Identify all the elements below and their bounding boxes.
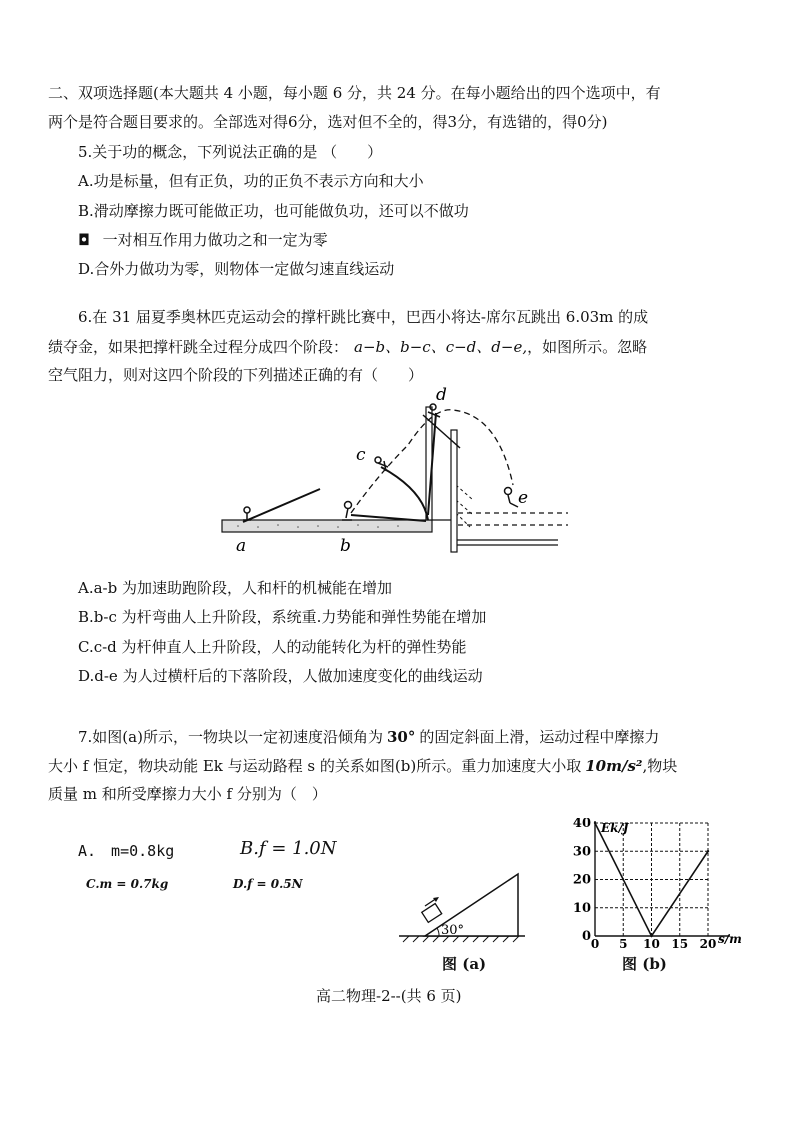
x-tick-label-10: 10 <box>643 937 660 951</box>
chart-ylabel: Ek/J <box>601 821 629 835</box>
q5-option-d: D.合外力做功为零，则物体一定做匀速直线运动 <box>78 260 395 278</box>
q6-option-d: D.d-e 为人过横杆后的下落阶段，人做加速度变化的曲线运动 <box>78 667 483 685</box>
pole-a <box>243 489 320 522</box>
pole-vault-figure <box>218 385 578 560</box>
athlete-c <box>375 457 388 471</box>
q7-stem-line1 <box>78 726 659 748</box>
x-tick-label-15: 15 <box>671 937 689 951</box>
q7-stem-line2 <box>48 755 677 777</box>
q7-g: 10m/s² <box>585 757 643 775</box>
incline-figure <box>395 868 530 943</box>
page-footer: 高二物理-2--(共 6 页) <box>316 987 462 1005</box>
section-header-line1: 二、双项选择题(本大题共 4 小题，每小题 6 分，共 24 分。在每小题给出的四个选项中，有 <box>48 84 661 102</box>
incline <box>425 874 518 936</box>
block <box>422 904 442 923</box>
upright-right <box>451 430 457 552</box>
data-point-0-2 <box>707 850 709 852</box>
ek-chart <box>560 818 745 953</box>
q7-line2-post: ,物块 <box>642 757 678 775</box>
q5-option-b: B.滑动摩擦力既可能做正功，也可能做负功，还可以不做功 <box>78 202 469 220</box>
y-tick-label-10: 10 <box>572 900 591 916</box>
q5-stem: 5.关于功的概念，下列说法正确的是 （ ） <box>78 143 383 161</box>
q7-line1-pre: 7.如图(a)所示，一物块以一定初速度沿倾角为 <box>78 728 383 746</box>
fig-b-caption: 图 (b) <box>622 955 667 973</box>
q6-option-b: B.b-c 为杆弯曲人上升阶段，系统重.力势能和弹性势能在增加 <box>78 608 487 626</box>
q6-stem-line1: 6.在 31 届夏季奥林匹克运动会的撑杆跳比赛中，巴西小将达-席尔瓦跳出 6.03m 的成 <box>78 308 649 326</box>
q6-stem-line2-end: ，如图所示。忽略 <box>527 338 648 356</box>
q6-option-c: C.c-d 为杆伸直人上升阶段，人的动能转化为杆的弹性势能 <box>78 638 467 656</box>
fig-a-caption: 图 (a) <box>442 955 487 973</box>
athlete-b <box>342 502 352 521</box>
q6-stem-line2-text: 绩夺金，如果把撑杆跳全过程分成四个阶段： <box>48 338 349 356</box>
q7-line2-pre: 大小 f 恒定，物块动能 Ek 与运动路程 s 的关系如图(b)所示。重力加速度大小取 <box>48 757 582 775</box>
label-a: a <box>236 536 247 556</box>
y-tick-label-30: 30 <box>572 844 591 860</box>
label-e: e <box>518 488 529 508</box>
label-c: c <box>356 445 366 465</box>
q7-line1-post: 的固定斜面上滑，运动过程中摩擦力 <box>419 728 660 746</box>
data-point-0-0 <box>594 822 596 824</box>
q6-stem-line3: 空气阻力，则对这四个阶段的下列描述正确的有（ ） <box>48 366 424 384</box>
q7-option-d: D.f = 0.5N <box>233 877 303 891</box>
q6-option-a: A.a-b 为加速助跑阶段，人和杆的机械能在增加 <box>78 579 392 597</box>
q5-option-c-text: 一对相互作用力做功之和一定为零 <box>102 231 328 249</box>
q6-stages: a−b、b−c、c−d、d−e, <box>354 338 528 356</box>
q5-option-a: A.功是标量，但有正负，功的正负不表示方向和大小 <box>78 172 424 190</box>
q5-option-c <box>78 229 328 251</box>
chart-xlabel: s/m <box>718 932 742 946</box>
y-tick-label-40: 40 <box>572 818 591 831</box>
q7-option-a: A. m=0.8kg <box>78 842 175 860</box>
incline-angle: 30° <box>441 923 465 938</box>
q7-stem-line3: 质量 m 和所受摩擦力大小 f 分别为（ ） <box>48 785 327 803</box>
athlete-e <box>505 488 519 508</box>
section-header-line2: 两个是符合题目要求的。全部选对得6分，选对但不全的，得3分，有选错的，得0分) <box>48 113 608 131</box>
x-tick-label-0: 0 <box>590 937 600 951</box>
runway <box>222 520 432 532</box>
q7-option-b: B.f = 1.0N <box>240 838 337 859</box>
label-d: d <box>436 385 447 405</box>
data-point-0-1 <box>650 935 652 937</box>
label-b: b <box>340 536 351 556</box>
y-tick-label-20: 20 <box>572 872 591 888</box>
q7-option-c: C.m = 0.7kg <box>86 877 169 891</box>
x-tick-label-20: 20 <box>699 937 717 951</box>
q6-stem-line2 <box>48 336 647 358</box>
q5-option-c-mark: ◘ <box>78 231 90 249</box>
pole-c <box>381 467 428 520</box>
y-tick-label-0: 0 <box>581 929 591 944</box>
x-tick-label-5: 5 <box>619 937 628 951</box>
q7-angle: 30° <box>386 728 416 746</box>
